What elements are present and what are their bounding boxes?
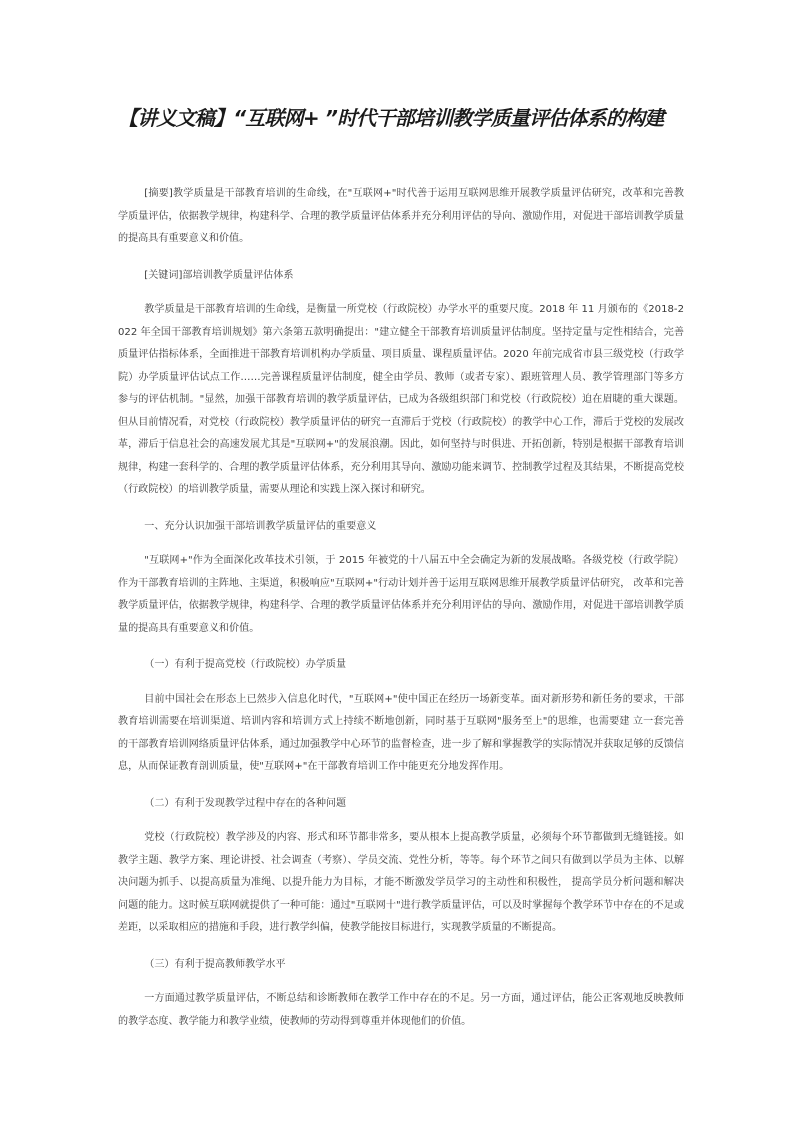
subsection-heading-3: （三）有利于提高教师教学水平 [144, 958, 286, 970]
document-body [118, 183, 684, 1047]
subsection-heading-2: （二）有利于发现教学过程中存在的各种问题 [144, 797, 347, 809]
intro-paragraph: 教学质量是干部教育培训的生命线，是衡量一所党校（行政院校）办学水平的重要尺度。2018 年 11 月颁布的《2018-2022 年全国干部教育培训规划》第六条第五款明确提出："建立健全干部教育培训质量评估制度。坚持定量与定性相结合，完善质量评估指标体系，全面推进干部教育培训机构办学质量、项目质量、课程质量评估。2020 年前完成省市县三级党校（行政学院）办学质量评估试点工作……完善课程质量评估制度，健全由学员、教师（或者专家）、跟班管理人员、教学管理部门等多方参与的评估机制。"显然，加强干部教育培训的教学质量评估，已成为各级组织部门和党校（行政院校）迫在眉睫的重大课题。但从目前情况看，对党校（行政院校）教学质量评估的研究一直滞后于党校（行政院校）的教学中心工作，滞后于党校的发展改革，滞后于信息社会的高速发展尤其是"互联网+"的发展浪潮。因此，如何坚持与时俱进、开拓创新，特别是根据干部教育培训规律，构建一套科学的、合理的教学质量评估体系，充分利用其导向、激励功能来调节、控制教学过程及其结果，不断提高党校（行政院校）的培训教学质量，需要从理论和实践上深入探讨和研究。 [118, 304, 684, 495]
subsection-heading-1: （一）有利于提高党校（行政院校）办学质量 [144, 659, 347, 670]
subsection-3-paragraph: 一方面通过教学质量评估，不断总结和诊断教师在教学工作中存在的不足。另一方面，通过评估，能公正客观地反映教师的教学态度、教学能力和教学业绩，使教师的劳动得到尊重并体现他们的价值。 [118, 993, 684, 1027]
abstract-paragraph: [摘要]教学质量是干部教育培训的生命线，在"互联网+"时代善于运用互联网思维开展教学质量评估研究，改革和完善教学质量评估，依据教学规律，构建科学、合理的教学质量评估体系并充分利用评估的导向、激励作用，对促进干部培训教学质量的提高具有重要意义和价值。 [118, 188, 684, 244]
section-heading-1: 一、充分认识加强干部培训教学质量评估的重要意义 [144, 520, 377, 532]
keywords-paragraph: [关键词]部培训教学质量评估体系 [144, 269, 294, 281]
document-title: 【讲义文稿】“互联网+ ”时代干部培训教学质量评估体系的构建 [118, 106, 664, 130]
subsection-1-paragraph: 目前中国社会在形态上已然步入信息化时代，"互联网+"使中国正在经历一场新变革。面对新形势和新任务的要求，干部教育培训需要在培训渠道、培训内容和培训方式上持续不断地创新，同时基于互联网"服务至上"的思维，也需要建 立一套完善的干部教育培训网络质量评估体系，通过加强教学中心环节的监督检查，进一步了解和掌握教学的实际情况并获取足够的反馈信息，从而保证教育剖训质量，使"互联网+"在干部教育培训工作中能更充分地发挥作用。 [118, 693, 684, 772]
section-1-paragraph: "互联网+"作为全面深化改革技术引领，于 2015 年被党的十八届五中全会确定为新的发展战略。各级党校（行政学院）作为干部教育培训的主阵地、主渠道，积极响应"互联网+"行动计划并善于运用互联网思维开展教学质量评估研究， 改革和完善教学质量评估，依据教学规律，构建科学、合理的教学质量评估体系并充分利用评估的导向、激励作用，对促进干部培训教学质量的提高具有重要意义和价值。 [118, 555, 685, 634]
subsection-2-paragraph: 党校（行政院校）教学涉及的内容、形式和环节都非常多，要从根本上提高教学质量，必须每个环节都做到无缝链接。如教学主题、教学方案、理论讲授、社会调查（考察）、学员交流、党性分析，等等。每个环节之间只有做到以学员为主体、以解决问题为抓手、以提高质量为准绳、以提升能力为目标，才能不断激发学员学习的主动性和积极性， 提高学员分析问题和解决问题的能力。这时候互联网就提供了一种可能：通过"互联网十"进行教学质量评估，可以及时掌握每个教学环节中存在的不足或差距，以采取相应的措施和手段，进行教学纠偏，使教学能按目标进行，实现教学质量的不断提高。 [118, 832, 684, 933]
